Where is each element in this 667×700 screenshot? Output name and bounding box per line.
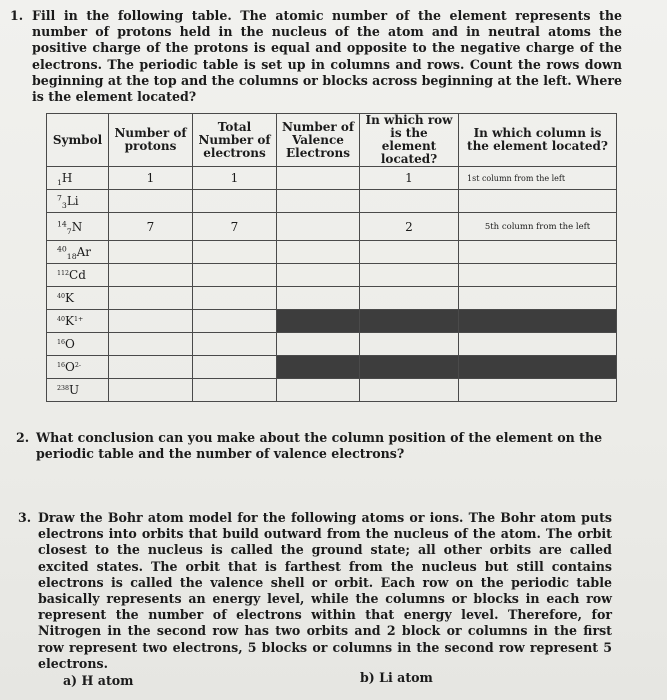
- header-protons: Number of protons: [109, 114, 193, 167]
- row-cell[interactable]: [360, 287, 459, 310]
- table-row: [47, 379, 617, 402]
- electrons-cell[interactable]: [193, 379, 277, 402]
- table-row: [47, 241, 617, 264]
- protons-cell[interactable]: 1: [109, 167, 193, 190]
- header-column: In which column is the element located?: [459, 114, 617, 167]
- element-symbol: N: [71, 219, 83, 234]
- part-a-h-atom: a) H atom: [63, 673, 134, 688]
- table-header-row: [47, 114, 617, 167]
- element-symbol: H: [61, 171, 73, 185]
- electrons-cell[interactable]: [193, 241, 277, 264]
- column-cell[interactable]: [459, 287, 617, 310]
- symbol-cell: [47, 310, 109, 333]
- symbol-cell: [47, 264, 109, 287]
- electrons-cell[interactable]: [193, 190, 277, 213]
- valence-cell[interactable]: [277, 379, 360, 402]
- electrons-cell[interactable]: [193, 264, 277, 287]
- table-row: [47, 213, 617, 241]
- valence-cell[interactable]: [277, 241, 360, 264]
- column-cell[interactable]: [459, 356, 617, 379]
- header-row: In which row is the element located?: [360, 114, 459, 167]
- valence-cell[interactable]: [277, 287, 360, 310]
- question-1-text: Fill in the following table. The atomic number of the element represents the number of protons held in the nucleus of the atom and in neutral atoms the positive charge of the protons is equal and opposite to the negative charge of the electrons. The periodic table is set up in columns and rows. Count the rows down beginning at the top and the columns or blocks across beginning at the left. Where is the element located?: [32, 8, 622, 105]
- row-cell[interactable]: 2: [360, 213, 459, 241]
- protons-cell[interactable]: [109, 190, 193, 213]
- mass-number: 14: [57, 218, 67, 228]
- atomic-number: 1: [57, 178, 62, 188]
- electrons-cell[interactable]: 7: [193, 213, 277, 241]
- protons-cell[interactable]: 7: [109, 213, 193, 241]
- element-symbol: K: [65, 314, 74, 328]
- table-row: [47, 190, 617, 213]
- mass-number: 16: [57, 362, 66, 369]
- mass-number: 40: [57, 293, 66, 300]
- element-table: [46, 113, 617, 402]
- question-1-number: 1.: [10, 8, 24, 23]
- valence-cell[interactable]: [277, 356, 360, 379]
- part-b-li-atom: b) Li atom: [360, 670, 433, 685]
- row-cell[interactable]: [360, 241, 459, 264]
- element-symbol: O: [65, 360, 75, 374]
- mass-number: 112: [57, 270, 70, 277]
- atomic-number: 3: [61, 201, 67, 211]
- protons-cell[interactable]: [109, 356, 193, 379]
- element-symbol: K: [65, 291, 74, 305]
- header-symbol: Symbol: [47, 114, 109, 167]
- atomic-number: 7: [66, 226, 72, 236]
- protons-cell[interactable]: [109, 379, 193, 402]
- column-cell[interactable]: [459, 379, 617, 402]
- row-cell[interactable]: [360, 264, 459, 287]
- table-row: [47, 287, 617, 310]
- symbol-cell: [47, 379, 109, 402]
- mass-number: 7: [57, 193, 62, 203]
- ion-charge: 1+: [73, 316, 84, 323]
- valence-cell[interactable]: [277, 264, 360, 287]
- mass-number: 40: [57, 316, 66, 323]
- symbol-cell: [47, 213, 109, 241]
- atomic-number: 18: [66, 252, 77, 262]
- valence-cell[interactable]: [277, 190, 360, 213]
- table-row: [47, 167, 617, 190]
- question-2-text: What conclusion can you make about the column position of the element on the periodic table and the number of valence electrons?: [36, 430, 603, 461]
- symbol-cell: [47, 241, 109, 264]
- header-valence: Number of Valence Electrons: [277, 114, 360, 167]
- valence-cell[interactable]: [277, 213, 360, 241]
- column-cell[interactable]: [459, 241, 617, 264]
- column-cell[interactable]: [459, 333, 617, 356]
- electrons-cell[interactable]: [193, 333, 277, 356]
- row-cell[interactable]: 1: [360, 167, 459, 190]
- valence-cell[interactable]: [277, 167, 360, 190]
- element-symbol: Li: [66, 194, 79, 208]
- ion-charge: 2-: [74, 362, 81, 369]
- element-symbol: O: [65, 337, 75, 351]
- electrons-cell[interactable]: [193, 356, 277, 379]
- column-cell[interactable]: [459, 264, 617, 287]
- symbol-cell: [47, 190, 109, 213]
- table-row: [47, 333, 617, 356]
- question-3: [18, 510, 612, 672]
- row-cell[interactable]: [360, 333, 459, 356]
- protons-cell[interactable]: [109, 241, 193, 264]
- question-2-number: 2.: [16, 430, 30, 445]
- symbol-cell: [47, 167, 109, 190]
- mass-number: 16: [57, 339, 66, 346]
- element-symbol: Cd: [69, 268, 86, 282]
- element-symbol: U: [69, 383, 80, 397]
- mass-number: 40: [57, 244, 67, 254]
- table-row: [47, 310, 617, 333]
- protons-cell[interactable]: [109, 264, 193, 287]
- electrons-cell[interactable]: 1: [193, 167, 277, 190]
- symbol-cell: [47, 356, 109, 379]
- column-cell[interactable]: [459, 310, 617, 333]
- valence-cell[interactable]: [277, 333, 360, 356]
- electrons-cell[interactable]: [193, 287, 277, 310]
- symbol-cell: [47, 287, 109, 310]
- table-row: [47, 264, 617, 287]
- question-1: [10, 8, 622, 105]
- mass-number: 238: [57, 385, 70, 392]
- header-electrons: Total Number of electrons: [193, 114, 277, 167]
- valence-cell[interactable]: [277, 310, 360, 333]
- row-cell[interactable]: [360, 190, 459, 213]
- row-cell[interactable]: [360, 310, 459, 333]
- element-symbol: Ar: [76, 245, 91, 259]
- question-2: [16, 430, 620, 462]
- row-cell[interactable]: [360, 379, 459, 402]
- symbol-cell: [47, 333, 109, 356]
- protons-cell[interactable]: [109, 287, 193, 310]
- column-cell[interactable]: 5th column from the left: [459, 213, 617, 241]
- electrons-cell[interactable]: [193, 310, 277, 333]
- question-3-text: Draw the Bohr atom model for the following atoms or ions. The Bohr atom puts electrons into orbits that build outward from the nucleus of the atom. The orbit closest to the nucleus is called the ground state; all other orbits are called excited states. The orbit that is farthest from the nucleus but still contains electrons is called the valence shell or orbit. Each row on the periodic table basically represents an energy level, while the columns or blocks in each row represent the number of electrons within that energy level. Therefore, for Nitrogen in the second row has two orbits and 2 block or columns in the first row represent two electrons, 5 blocks or columns in the second row represent 5 electrons.: [38, 510, 612, 671]
- question-3-number: 3.: [18, 510, 32, 525]
- column-cell[interactable]: 1st column from the left: [459, 167, 617, 190]
- protons-cell[interactable]: [109, 310, 193, 333]
- protons-cell[interactable]: [109, 333, 193, 356]
- table-row: [47, 356, 617, 379]
- column-cell[interactable]: [459, 190, 617, 213]
- row-cell[interactable]: [360, 356, 459, 379]
